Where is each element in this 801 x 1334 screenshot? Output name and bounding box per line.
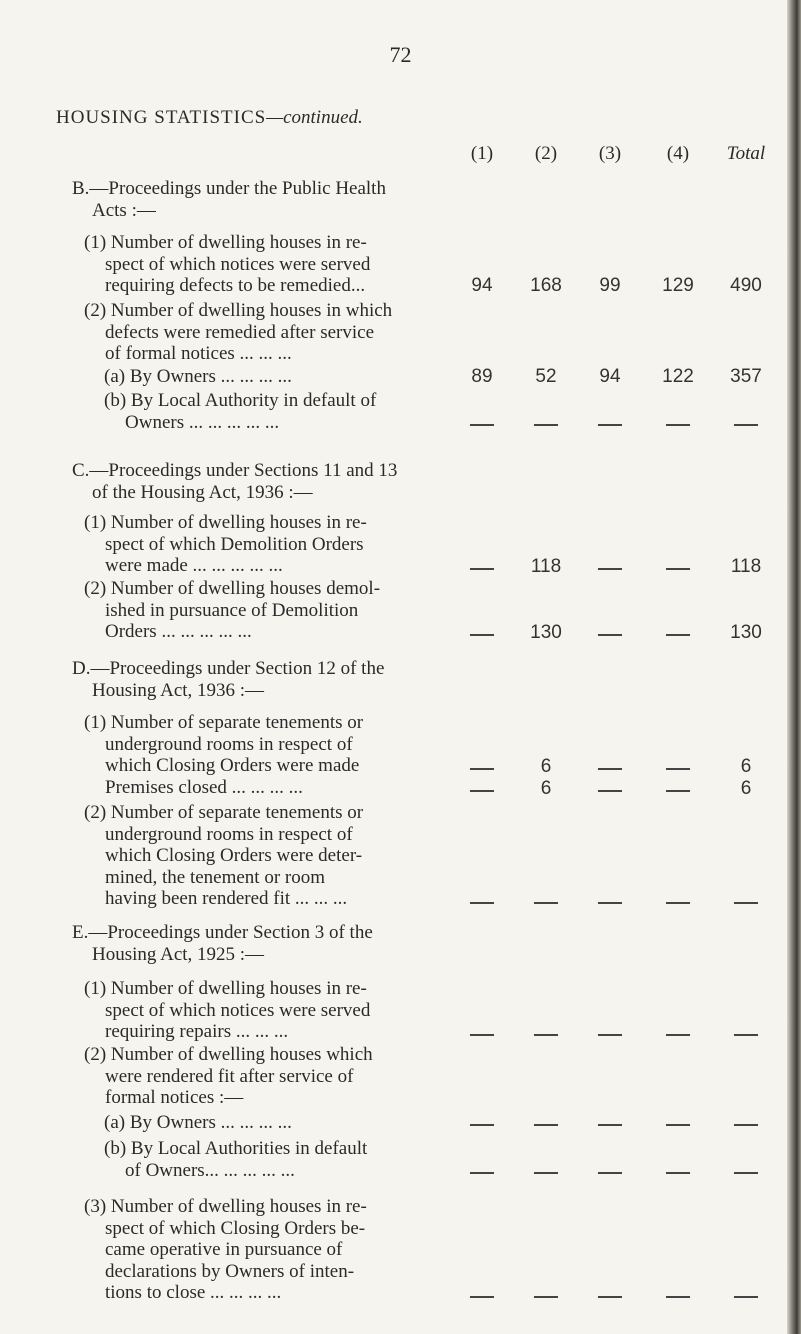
empty-cell-dash bbox=[534, 902, 558, 904]
table-cell-value: 357 bbox=[730, 366, 762, 387]
section-e-heading bbox=[72, 922, 412, 965]
empty-cell-dash bbox=[598, 568, 622, 570]
table-cell-value: 129 bbox=[662, 275, 694, 296]
empty-cell-dash bbox=[734, 902, 758, 904]
item-line: (1) Number of separate tenements or bbox=[84, 712, 364, 733]
empty-cell-dash bbox=[666, 1124, 690, 1126]
table-cell-value: 130 bbox=[730, 622, 762, 643]
empty-cell-dash bbox=[598, 768, 622, 770]
empty-cell-dash bbox=[666, 1296, 690, 1298]
empty-cell-dash bbox=[598, 424, 622, 426]
empty-cell-dash bbox=[534, 1124, 558, 1126]
section-b-heading-line: Acts :— bbox=[92, 199, 156, 221]
running-head-continued: —continued. bbox=[266, 107, 363, 128]
item-line: (1) Number of dwelling houses in re- bbox=[84, 232, 367, 253]
empty-cell-dash bbox=[734, 1296, 758, 1298]
empty-cell-dash bbox=[666, 902, 690, 904]
item-line: spect of which notices were served bbox=[105, 253, 371, 275]
table-cell-value: 168 bbox=[530, 275, 562, 296]
section-d-item-2 bbox=[84, 802, 459, 910]
item-line: ished in pursuance of Demolition bbox=[105, 599, 359, 621]
item-line: Premises closed ... ... ... ... bbox=[105, 776, 303, 798]
page-number: 72 bbox=[389, 42, 412, 67]
empty-cell-dash bbox=[470, 568, 494, 570]
item-line: declarations by Owners of inten- bbox=[105, 1260, 355, 1282]
empty-cell-dash bbox=[598, 902, 622, 904]
table-cell-value: 490 bbox=[730, 275, 762, 296]
item-line: underground rooms in respect of bbox=[105, 823, 353, 845]
section-b-heading-line: B.—Proceedings under the Public Health bbox=[72, 178, 386, 199]
empty-cell-dash bbox=[598, 1124, 622, 1126]
section-e-heading-line: Housing Act, 1925 :— bbox=[92, 943, 265, 965]
section-b-item-1 bbox=[84, 232, 459, 297]
item-line: (2) Number of dwelling houses in which bbox=[84, 300, 393, 321]
item-line: defects were remedied after service bbox=[105, 321, 374, 343]
section-e-item-2 bbox=[84, 1044, 459, 1109]
section-c-item-1 bbox=[84, 512, 459, 577]
running-head-main: HOUSING STATISTICS bbox=[56, 107, 267, 128]
section-b-item-2 bbox=[84, 300, 459, 365]
item-line: formal notices :— bbox=[105, 1087, 244, 1108]
section-d-heading-line: D.—Proceedings under Section 12 of the bbox=[72, 658, 385, 679]
section-d-item-1 bbox=[84, 712, 459, 798]
item-line: which Closing Orders were deter- bbox=[105, 845, 363, 866]
item-line: of formal notices ... ... ... bbox=[105, 343, 292, 364]
item-line: (a) By Owners ... ... ... ... bbox=[104, 1112, 292, 1133]
empty-cell-dash bbox=[734, 424, 758, 426]
item-line: (2) Number of separate tenements or bbox=[84, 802, 364, 823]
item-line: tions to close ... ... ... ... bbox=[105, 1282, 282, 1303]
section-e-heading-line: E.—Proceedings under Section 3 of the bbox=[72, 922, 373, 943]
item-line: (3) Number of dwelling houses in re- bbox=[84, 1196, 367, 1217]
empty-cell-dash bbox=[470, 1124, 494, 1126]
item-line: Owners ... ... ... ... ... bbox=[125, 411, 280, 433]
empty-cell-dash bbox=[666, 634, 690, 636]
empty-cell-dash bbox=[470, 1172, 494, 1174]
section-e-item-1 bbox=[84, 978, 459, 1043]
empty-cell-dash bbox=[470, 1296, 494, 1298]
item-line: (2) Number of dwelling houses demol- bbox=[84, 578, 381, 599]
empty-cell-dash bbox=[470, 424, 494, 426]
item-line: underground rooms in respect of bbox=[105, 733, 353, 755]
column-header-3: (3) bbox=[598, 143, 622, 164]
table-cell-value: 118 bbox=[530, 556, 562, 577]
section-c-item-2 bbox=[84, 578, 459, 643]
empty-cell-dash bbox=[534, 1172, 558, 1174]
table-cell-value: 118 bbox=[730, 556, 762, 577]
empty-cell-dash bbox=[470, 902, 494, 904]
column-header-4: (4) bbox=[666, 143, 690, 164]
item-line: (1) Number of dwelling houses in re- bbox=[84, 512, 367, 533]
empty-cell-dash bbox=[598, 790, 622, 792]
table-cell-value: 94 bbox=[471, 275, 493, 296]
empty-cell-dash bbox=[470, 768, 494, 770]
empty-cell-dash bbox=[598, 1034, 622, 1036]
item-line: (1) Number of dwelling houses in re- bbox=[84, 978, 367, 999]
page-edge-shadow bbox=[787, 0, 801, 1334]
section-e-item-2b bbox=[104, 1138, 449, 1181]
empty-cell-dash bbox=[470, 790, 494, 792]
table-cell-value: 89 bbox=[471, 366, 493, 387]
running-head bbox=[56, 107, 363, 129]
table-cell-value: 130 bbox=[530, 622, 562, 643]
item-line: requiring defects to be remedied... bbox=[105, 275, 366, 296]
table-cell-value: 6 bbox=[540, 756, 552, 777]
section-e-item-3 bbox=[84, 1196, 459, 1304]
column-header-1: (1) bbox=[470, 143, 494, 164]
item-line: mined, the tenement or room bbox=[105, 866, 326, 888]
item-line: were made ... ... ... ... ... bbox=[105, 555, 283, 576]
empty-cell-dash bbox=[666, 568, 690, 570]
item-line: (b) By Local Authorities in default bbox=[104, 1138, 368, 1159]
section-d-heading-line: Housing Act, 1936 :— bbox=[92, 679, 265, 701]
column-header-2: (2) bbox=[534, 143, 558, 164]
empty-cell-dash bbox=[534, 424, 558, 426]
table-cell-value: 99 bbox=[599, 275, 621, 296]
empty-cell-dash bbox=[470, 634, 494, 636]
item-line: were rendered fit after service of bbox=[105, 1065, 354, 1087]
section-c-heading bbox=[72, 460, 412, 503]
empty-cell-dash bbox=[734, 1172, 758, 1174]
item-line: of Owners... ... ... ... ... bbox=[125, 1159, 295, 1181]
empty-cell-dash bbox=[734, 1034, 758, 1036]
item-line: Orders ... ... ... ... ... bbox=[105, 621, 252, 642]
empty-cell-dash bbox=[470, 1034, 494, 1036]
item-line: having been rendered fit ... ... ... bbox=[105, 888, 348, 909]
section-d-heading bbox=[72, 658, 412, 701]
section-b-item-2a bbox=[104, 366, 449, 388]
table-cell-value: 52 bbox=[535, 366, 557, 387]
section-b-heading bbox=[72, 178, 412, 221]
empty-cell-dash bbox=[598, 634, 622, 636]
table-cell-value: 6 bbox=[540, 778, 552, 799]
table-cell-value: 94 bbox=[599, 366, 621, 387]
item-line: spect of which notices were served bbox=[105, 999, 371, 1021]
item-line: spect of which Demolition Orders bbox=[105, 533, 364, 555]
empty-cell-dash bbox=[666, 424, 690, 426]
table-cell-value: 122 bbox=[662, 366, 694, 387]
section-c-heading-line: of the Housing Act, 1936 :— bbox=[92, 481, 313, 503]
empty-cell-dash bbox=[666, 1172, 690, 1174]
empty-cell-dash bbox=[598, 1172, 622, 1174]
empty-cell-dash bbox=[534, 1296, 558, 1298]
section-e-item-2a bbox=[104, 1112, 449, 1134]
item-line: requiring repairs ... ... ... bbox=[105, 1021, 289, 1042]
empty-cell-dash bbox=[734, 1124, 758, 1126]
empty-cell-dash bbox=[598, 1296, 622, 1298]
item-line: came operative in pursuance of bbox=[105, 1239, 343, 1260]
column-header-total: Total bbox=[726, 143, 766, 164]
item-line: (a) By Owners ... ... ... ... bbox=[104, 366, 292, 387]
empty-cell-dash bbox=[534, 1034, 558, 1036]
item-line: (2) Number of dwelling houses which bbox=[84, 1044, 373, 1065]
table-cell-value: 6 bbox=[740, 756, 752, 777]
section-c-heading-line: C.—Proceedings under Sections 11 and 13 bbox=[72, 460, 398, 481]
item-line: (b) By Local Authority in default of bbox=[104, 390, 377, 411]
item-line: spect of which Closing Orders be- bbox=[105, 1217, 366, 1239]
table-cell-value: 6 bbox=[740, 778, 752, 799]
section-b-item-2b bbox=[104, 390, 449, 433]
empty-cell-dash bbox=[666, 790, 690, 792]
empty-cell-dash bbox=[666, 1034, 690, 1036]
empty-cell-dash bbox=[666, 768, 690, 770]
item-line: which Closing Orders were made bbox=[105, 755, 360, 776]
